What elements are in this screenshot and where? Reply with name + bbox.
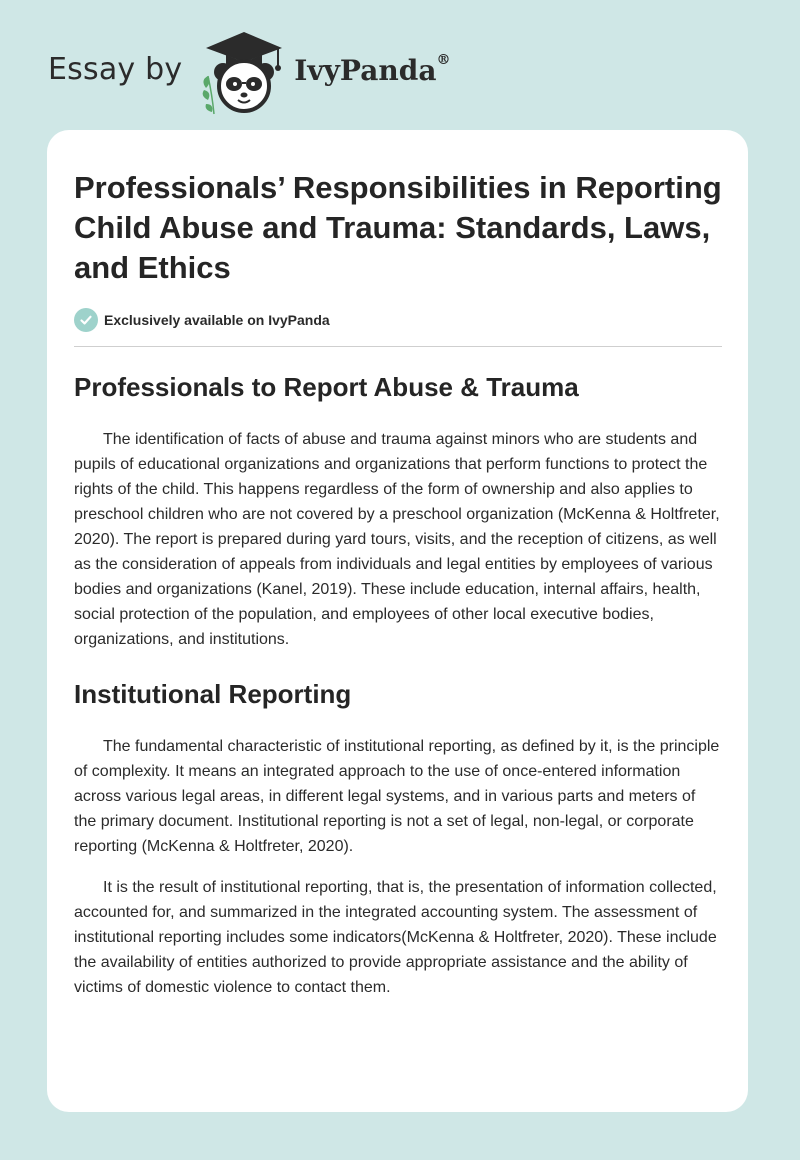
section-paragraph: The fundamental characteristic of institutional reporting, as defined by it, is the principle of complexity. It means an integrated approach to the use of once-entered information across various legal areas, in different legal systems, and in various parts and meters of the primary document. Institutional reporting is not a set of legal, non-legal, or corporate reporting (McKenna & Holtfreter, 2020).: [74, 738, 720, 855]
section-heading: Institutional Reporting: [74, 679, 352, 709]
brand-name-text: IvyPanda: [294, 53, 437, 87]
section-report-abuse: [74, 371, 722, 652]
section-paragraph: The identification of facts of abuse and trauma against minors who are students and pupils of educational organizations and organizations that perform functions to protect the rights of the child. This happens regardless of the form of ownership and also applies to preschool children who are not covered by a preschool organization (McKenna & Holtfreter, 2020). The report is prepared during yard tours, visits, and the reception of citizens, as well as the consideration of appeals from individuals and legal entities by employees of various bodies and organizations (Kanel, 2019). These include education, internal affairs, health, social protection of the population, and employees of other local executive bodies, organizations, and institutions.: [74, 431, 720, 648]
brand-name[interactable]: [294, 51, 451, 87]
section-paragraph: It is the result of institutional reporting, that is, the presentation of information collected, accounted for, and summarized in the integrated accounting system. The assessment of institutional reporting includes some indicators(McKenna & Holtfreter, 2020). These include the availability of entities authorized to provide appropriate assistance and the ability of victims of domestic violence to contact them.: [74, 879, 717, 996]
check-circle-icon: [74, 308, 98, 332]
essay-by-label: Essay by: [48, 51, 183, 87]
exclusive-label: Exclusively available on IvyPanda: [104, 312, 330, 328]
essay-title: Professionals’ Responsibilities in Reporting Child Abuse and Trauma: Standards, Laws, and Ethics: [74, 170, 722, 285]
essay-card: [47, 130, 748, 1112]
registered-mark: ®: [436, 51, 451, 68]
section-institutional-reporting: [74, 678, 722, 1000]
site-header: [48, 28, 450, 116]
panda-graduation-cap-logo-icon[interactable]: [196, 28, 292, 116]
exclusive-badge: [74, 308, 722, 347]
section-heading: Professionals to Report Abuse & Trauma: [74, 372, 579, 402]
